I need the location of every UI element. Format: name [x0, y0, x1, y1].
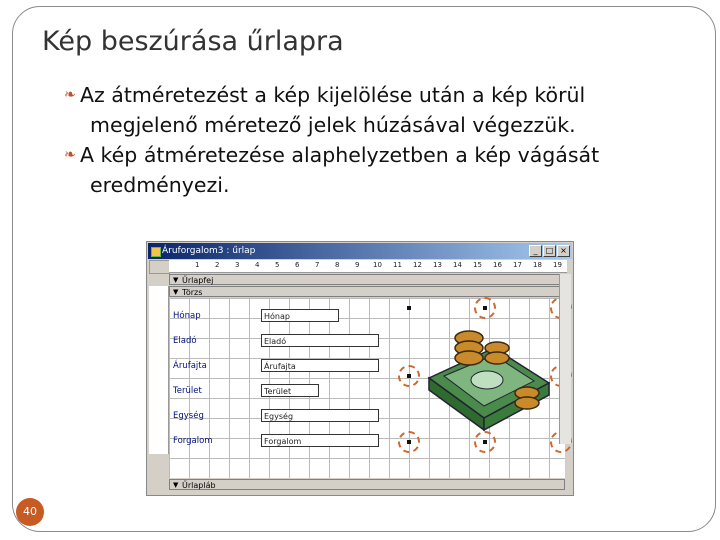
- section-footer-bar[interactable]: [169, 479, 565, 490]
- section-detail-bar[interactable]: [169, 286, 565, 297]
- bullet-text-continued: eredményezi.: [90, 173, 230, 197]
- ruler-tick-label: 19: [553, 261, 562, 269]
- horizontal-ruler: [169, 260, 567, 273]
- bullet-item: [64, 80, 664, 140]
- ruler-corner[interactable]: [149, 260, 170, 274]
- vertical-ruler: [149, 286, 169, 454]
- ruler-tick-label: 18: [533, 261, 542, 269]
- bullet-icon: ❧: [64, 147, 76, 163]
- ruler-tick-label: 7: [315, 261, 320, 269]
- ruler-tick-label: 14: [453, 261, 462, 269]
- arrow-down-icon: ▼: [173, 481, 179, 489]
- bullet-text: Az átméretezést a kép kijelölése után a kép körül: [80, 83, 586, 107]
- ruler-tick-label: 1: [195, 261, 200, 269]
- vertical-scrollbar[interactable]: [559, 274, 571, 444]
- bullet-text: A kép átméretezése alaphelyzetben a kép vágását: [80, 143, 600, 167]
- arrow-down-icon: ▼: [173, 276, 179, 284]
- field-label[interactable]: Eladó: [173, 336, 197, 346]
- ruler-tick-label: 15: [473, 261, 482, 269]
- money-clipart-image[interactable]: [409, 308, 559, 438]
- handle-highlight-circle: [398, 431, 420, 453]
- field-label[interactable]: Egység: [173, 411, 204, 421]
- handle-highlight-circle: [474, 297, 496, 319]
- ruler-tick-label: 6: [295, 261, 300, 269]
- ruler-tick-label: 4: [255, 261, 260, 269]
- field-textbox[interactable]: Egység: [261, 409, 379, 422]
- ruler-tick-label: 13: [433, 261, 442, 269]
- bullet-text-continued: megjelenő méretező jelek húzásával végezzük.: [90, 113, 576, 137]
- ruler-tick-label: 12: [413, 261, 422, 269]
- ruler-tick-label: 9: [355, 261, 360, 269]
- handle-highlight-circle: [398, 365, 420, 387]
- section-header-label: Űrlapfej: [182, 276, 214, 285]
- ruler-tick-label: 2: [215, 261, 220, 269]
- field-textbox[interactable]: Árufajta: [261, 359, 379, 372]
- field-textbox[interactable]: Eladó: [261, 334, 379, 347]
- field-label[interactable]: Hónap: [173, 311, 201, 321]
- field-textbox[interactable]: Forgalom: [261, 434, 379, 447]
- close-button[interactable]: ×: [557, 245, 570, 257]
- detail-section-grid[interactable]: [169, 298, 565, 478]
- handle-highlight-circle: [474, 431, 496, 453]
- form-design-window: [146, 241, 574, 496]
- resize-handle[interactable]: [407, 306, 411, 310]
- field-label[interactable]: Terület: [173, 386, 202, 396]
- window-title: Áruforgalom3 : űrlap: [162, 246, 256, 256]
- page-number-badge: 40: [16, 498, 44, 526]
- section-detail-label: Törzs: [182, 288, 203, 297]
- ruler-tick-label: 17: [513, 261, 522, 269]
- ruler-tick-label: 10: [373, 261, 382, 269]
- slide-title: Kép beszúrása űrlapra: [42, 26, 344, 57]
- ruler-tick-label: 16: [493, 261, 502, 269]
- field-textbox[interactable]: Terület: [261, 384, 319, 397]
- field-textbox[interactable]: Hónap: [261, 309, 339, 322]
- field-label[interactable]: Árufajta: [173, 361, 207, 371]
- ruler-tick-label: 5: [275, 261, 280, 269]
- field-label[interactable]: Forgalom: [173, 436, 213, 446]
- bullet-icon: ❧: [64, 87, 76, 103]
- form-icon: [151, 247, 161, 257]
- ruler-tick-label: 3: [235, 261, 240, 269]
- window-titlebar: [148, 243, 572, 259]
- arrow-down-icon: ▼: [173, 288, 179, 296]
- bullet-item: [64, 140, 664, 200]
- bullet-list: [64, 80, 664, 200]
- section-header-bar[interactable]: [169, 274, 565, 285]
- maximize-button[interactable]: □: [543, 245, 556, 257]
- ruler-tick-label: 8: [335, 261, 340, 269]
- section-footer-label: Űrlapláb: [182, 481, 216, 490]
- minimize-button[interactable]: _: [529, 245, 542, 257]
- ruler-tick-label: 11: [393, 261, 402, 269]
